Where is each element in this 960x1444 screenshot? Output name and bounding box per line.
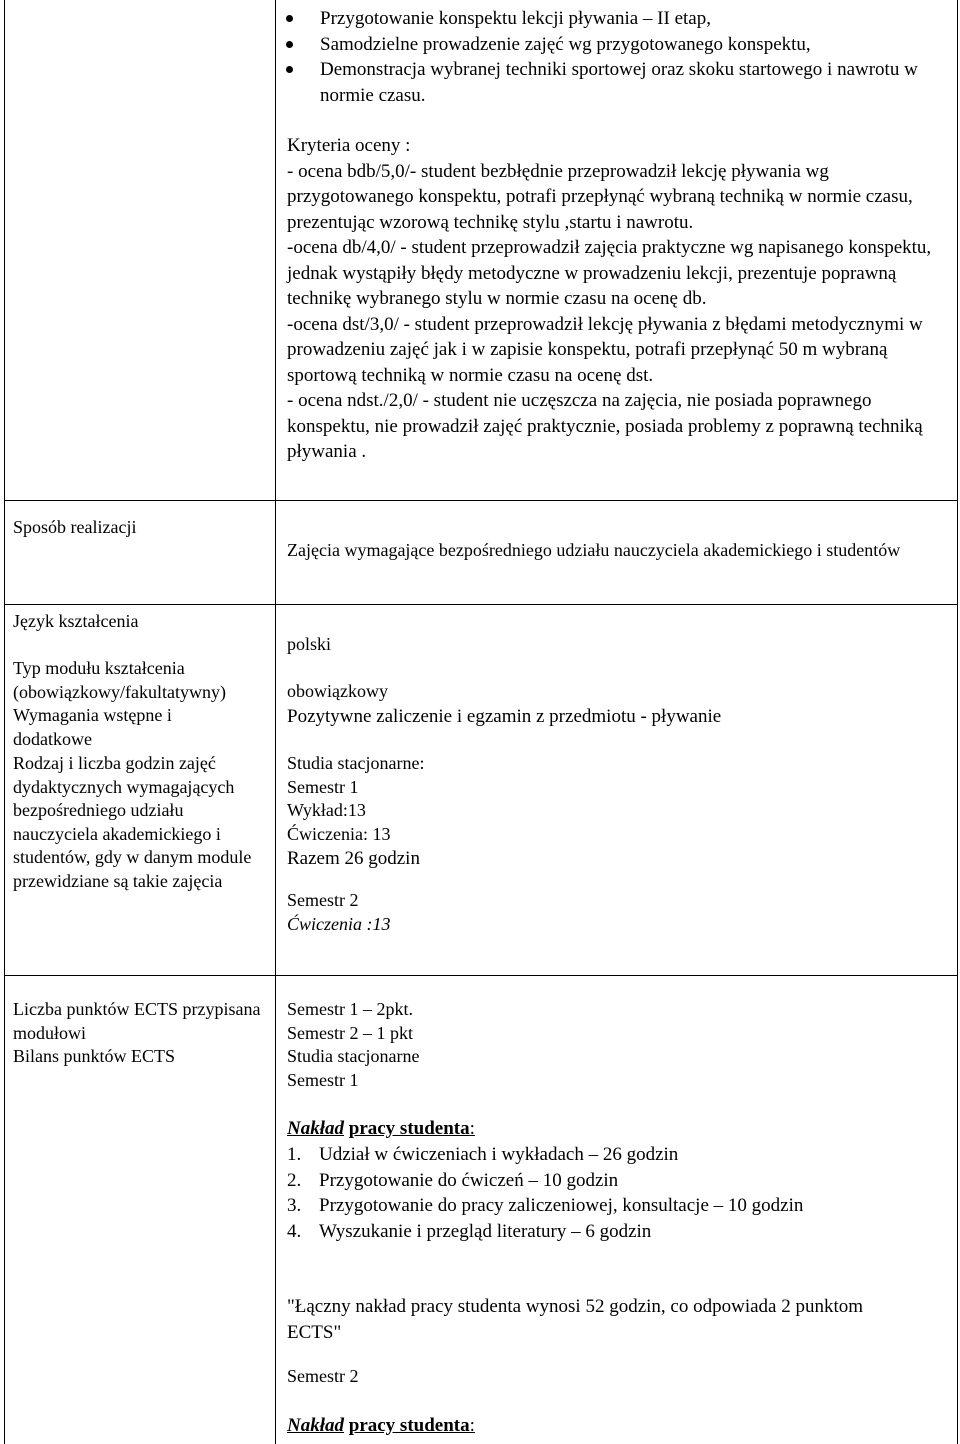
table-left-border [4, 0, 5, 1444]
naklad-word: Nakład [287, 1414, 344, 1436]
workload-list [287, 1142, 952, 1244]
sposob-label: Sposób realizacji [13, 517, 137, 537]
semestr-1-label: Semestr 1 [287, 1069, 359, 1090]
wyklad-hours: Wykład:13 [287, 800, 366, 820]
criteria-item: -ocena dst/3,0/ - student przeprowadził lekcję pływania z błędami metodycznymi w prowadzeniu zajęć jak i w zapisie konspektu, potrafi przepłynąć 50 m wybraną sportową techniką w normie czasu na ocenę dst. [287, 313, 923, 386]
criteria-item: - ocena bdb/5,0/- student bezbłędnie przeprowadził lekcję pływania wg przygotowanego konspektu, potrafi przepłynąć wybraną techniką w normie czasu, prezentując wzorową technikę stylu ,startu i nawrotu. [287, 160, 913, 233]
list-item: Przygotowanie konspektu lekcji pływania – II etap, [280, 6, 950, 32]
table-right-border [957, 0, 958, 1444]
row-divider [4, 604, 958, 605]
naklad-colon: : [469, 1118, 475, 1139]
row-divider [4, 975, 958, 976]
cwiczenia-2-hours: Ćwiczenia :13 [287, 913, 391, 934]
criteria-item: -ocena db/4,0/ - student przeprowadził zajęcia praktyczne wg napisanego konspektu, jednak wystąpiły błędy metodyczne w prowadzeniu lekcji, prezentuje poprawną technikę wybranego stylu w normie czasu na ocenę db. [287, 237, 932, 309]
naklad-rest: pracy studenta [348, 1414, 470, 1436]
list-item: Samodzielne prowadzenie zajęć wg przygotowanego konspektu, [280, 32, 950, 58]
semestr-2-label: Semestr 2 [287, 890, 359, 910]
list-item: 3. Przygotowanie do pracy zaliczeniowej, konsultacje – 10 godzin [287, 1195, 804, 1216]
ects-balance-label: Bilans punktów ECTS [13, 1046, 176, 1066]
semestr-1-label: Semestr 1 [287, 776, 359, 797]
wymagania-label: Wymagania wstępne i dodatkowe [13, 705, 172, 749]
cwiczenia-hours: Ćwiczenia: 13 [287, 823, 391, 844]
sposob-value: Zajęcia wymagające bezpośredniego udziału nauczyciela akademickiego i studentów [287, 540, 901, 560]
semestr-2-points: Semestr 2 – 1 pkt [287, 1022, 413, 1043]
ects-value [287, 998, 952, 1438]
list-item: Demonstracja wybranej techniki sportowej oraz skoku startowego i nawrotu w normie czasu. [280, 57, 950, 108]
wymagania-value: Pozytywne zaliczenie i egzamin z przedmiotu - pływanie [287, 706, 722, 727]
workload-summary: "Łączny nakład pracy studenta wynosi 52 godzin, co odpowiada 2 punktom ECTS" [287, 1296, 864, 1343]
jezyk-label: Język kształcenia [13, 611, 139, 631]
typ-label: Typ modułu kształcenia (obowiązkowy/fakultatywny) [13, 658, 226, 702]
semestr-2-label: Semestr 2 [287, 1366, 359, 1386]
list-item: 1. Udział w ćwiczeniach i wykładach – 26 godzin [287, 1144, 679, 1165]
typ-value: obowiązkowy [287, 681, 388, 701]
naklad-colon: : [469, 1414, 475, 1436]
semestr-1-points: Semestr 1 – 2pkt. [287, 999, 413, 1019]
ects-points-label: Liczba punktów ECTS przypisana modułowi [13, 999, 261, 1043]
list-item: 4. Wyszukanie i przegląd literatury – 6 godzin [287, 1220, 652, 1242]
razem-hours: Razem 26 godzin [287, 848, 420, 869]
studia-stacjonarne-label: Studia stacjonarne: [287, 753, 425, 773]
naklad-rest: pracy studenta [348, 1118, 470, 1139]
studia-stacjonarne-label: Studia stacjonarne [287, 1046, 420, 1066]
rodzaj-value [287, 752, 927, 936]
assessment-criteria [287, 133, 952, 465]
task-bullet-list [280, 6, 950, 108]
rodzaj-label: Rodzaj i liczba godzin zajęć dydaktycznych wymagających bezpośredniego udziału nauczyciela akademickiego i studentów, gdy w danym module przewidziane są takie zajęcia [13, 753, 252, 891]
criteria-item: - ocena ndst./2,0/ - student nie uczęszcza na zajęcia, nie posiada poprawnego konspektu, nie prowadził zajęć praktycznie, posiada problemy z poprawną techniką pływania . [287, 390, 923, 462]
jezyk-value: polski [287, 634, 332, 654]
naklad-heading [287, 1414, 952, 1438]
naklad-word: Nakład [287, 1118, 344, 1139]
row-divider [4, 500, 958, 501]
list-item: 2. Przygotowanie do ćwiczeń – 10 godzin [287, 1169, 619, 1191]
table-column-divider [275, 0, 276, 1444]
naklad-heading [287, 1117, 952, 1141]
criteria-heading: Kryteria oceny : [287, 135, 411, 156]
